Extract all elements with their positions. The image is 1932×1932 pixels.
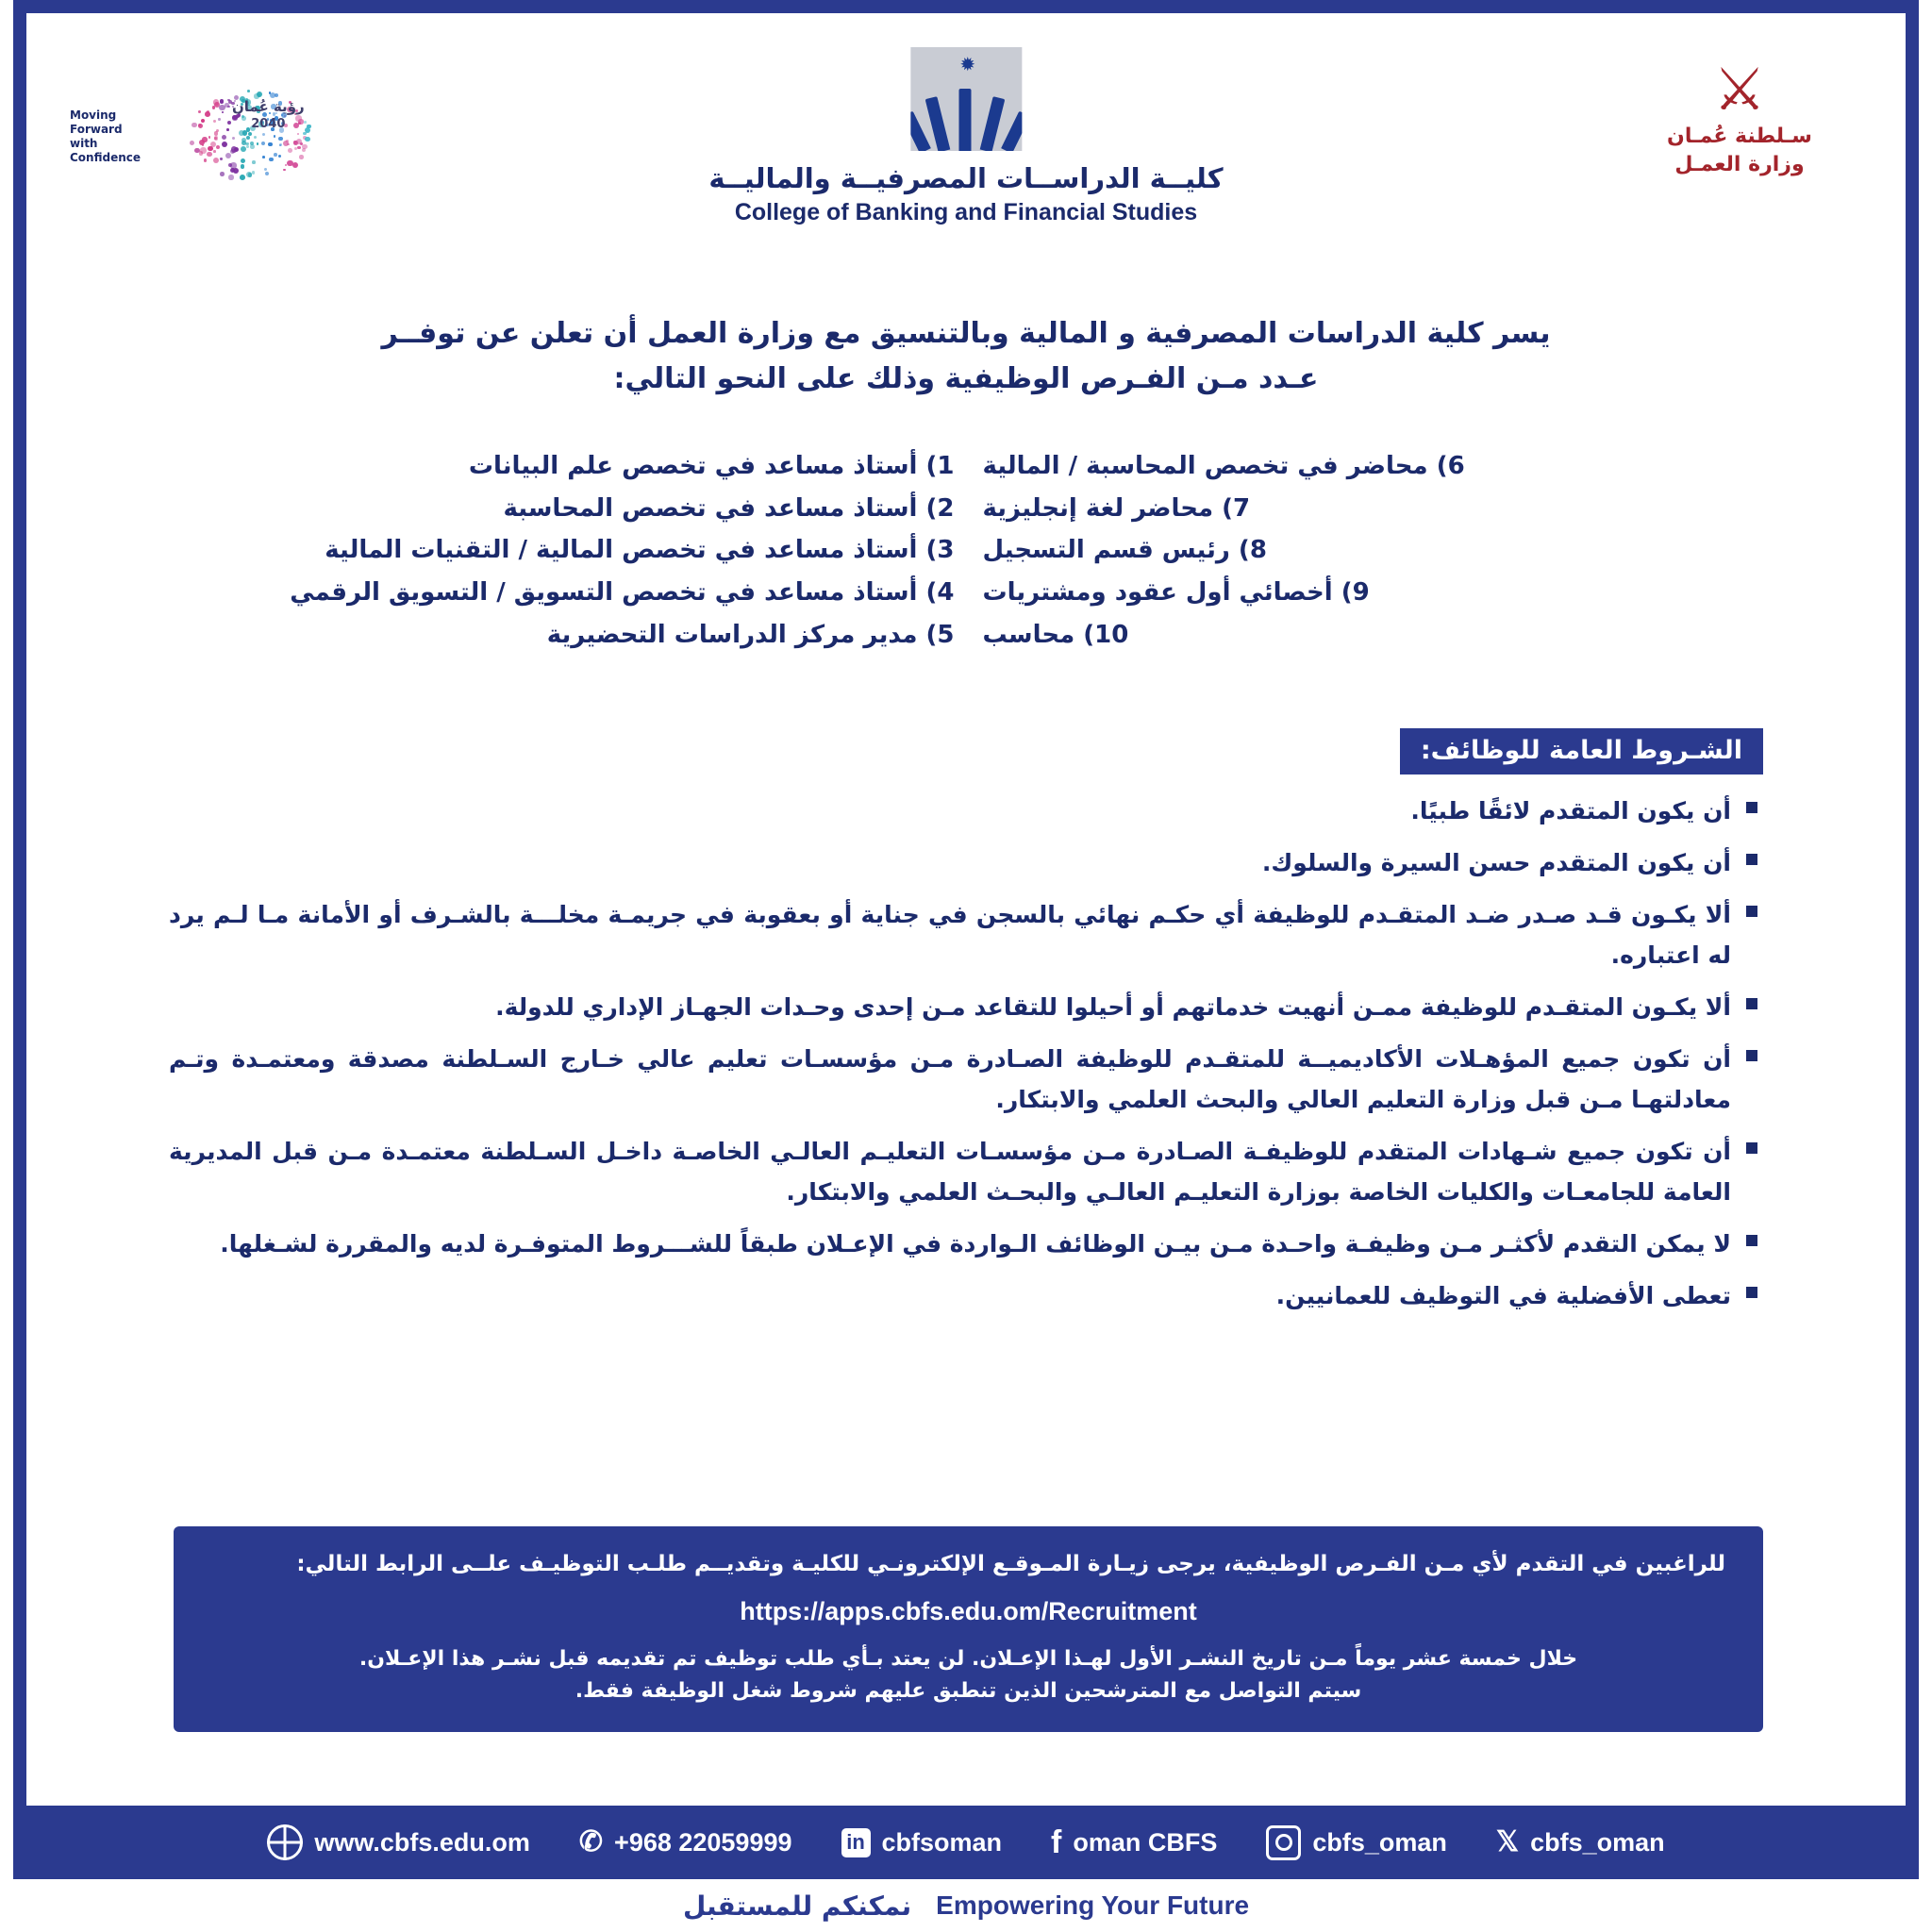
apply-note-line-2: سيتم التواصل مع المترشحين الذين تنطبق عليهم شروط شغل الوظيفة فقط. <box>575 1679 1362 1704</box>
condition-item: أن تكون جميع المؤهـلات الأكاديميــة للمتقـدم للوظيفة الصـادرة مـن مؤسسـات تعليم عالي خـارج السـلطنة مصدقة ومعتمـدة وتـم معادلتهـا مـن قبل وزارة التعليم العالي والبحث العلمي والابتكار. <box>169 1039 1763 1120</box>
social-facebook[interactable] <box>1026 1826 1241 1858</box>
job-list <box>174 445 1763 657</box>
social-handle: cbfs_oman <box>1530 1827 1665 1857</box>
bullet-icon <box>1746 906 1757 917</box>
job-item: 3) أستاذ مساعد في تخصص المالية / التقنيات المالية <box>325 536 955 565</box>
social-instagram[interactable] <box>1241 1825 1472 1860</box>
right-border-bar <box>1906 0 1919 1932</box>
vision-tagline-en: Moving Forward with Confidence <box>70 108 142 164</box>
facebook-icon: f <box>1051 1824 1062 1860</box>
top-border-bar <box>13 0 1919 13</box>
tagline-ar: نمكنكم للمستقبل <box>682 1890 912 1922</box>
poster-header <box>13 38 1919 255</box>
conditions-heading: الشـروط العامة للوظائف: <box>1400 728 1763 774</box>
phone-number: +968 22059999 <box>614 1827 792 1857</box>
intro-paragraph <box>169 311 1763 402</box>
fan-graphic <box>917 77 1015 151</box>
vision-dots-graphic <box>174 75 315 198</box>
bullet-icon <box>1746 1235 1757 1246</box>
job-item: 8) رئيس قسم التسجيل <box>982 536 1267 565</box>
linkedin-icon: in <box>841 1828 871 1857</box>
tagline-en: Empowering Your Future <box>936 1890 1250 1920</box>
bullet-icon <box>1746 998 1757 1009</box>
instagram-icon <box>1266 1825 1301 1860</box>
social-x-twitter[interactable] <box>1472 1828 1690 1857</box>
oman-vision-2040-logo <box>70 66 315 208</box>
job-list-right-column <box>174 445 955 657</box>
condition-item: تعطى الأفضلية في التوظيف للعمانيين. <box>169 1275 1763 1316</box>
job-item: 5) مدير مركز الدراسات التحضيرية <box>546 620 955 649</box>
condition-item: أن تكون جميع شـهادات المتقدم للوظيفـة الصـادرة مـن مؤسسـات التعليـم العالـي الخاصـة داخـل السـلطنة معتمـدة مـن قبل المديرية العامة للجامعـات والكليات الخاصة بوزارة التعليـم العالـي والبحـث العلمي والابتكار. <box>169 1131 1763 1212</box>
social-handle: cbfs_oman <box>1312 1827 1447 1857</box>
intro-line-1: يسر كلية الدراسات المصرفية و المالية وبالتنسيق مع وزارة العمل أن تعلن عن توفــر <box>381 317 1551 350</box>
contact-phone[interactable] <box>555 1828 817 1857</box>
ministry-name: سـلطنة عُمـان وزارة العمـل <box>1667 125 1812 176</box>
job-item: 4) أستاذ مساعد في تخصص التسويق / التسويق الرقمي <box>290 578 955 608</box>
sun-icon: ✹ <box>959 53 975 75</box>
social-linkedin[interactable] <box>817 1828 1027 1857</box>
phone-icon: ✆ <box>578 1826 604 1857</box>
cbfs-logo <box>708 47 1223 226</box>
left-border-bar <box>13 0 26 1932</box>
social-handle: cbfsoman <box>881 1827 1003 1857</box>
job-item: 6) محاضر في تخصص المحاسبة / المالية <box>982 452 1465 480</box>
globe-icon <box>267 1824 303 1860</box>
bullet-icon <box>1746 1287 1757 1298</box>
condition-item: أن يكون المتقدم لائقًا طبيًا. <box>169 791 1763 831</box>
ministry-of-labour-logo <box>1617 55 1862 211</box>
bullet-icon <box>1746 854 1757 865</box>
job-item: 10) محاسب <box>982 620 1129 649</box>
social-handle: oman CBFS <box>1073 1827 1218 1857</box>
condition-item: ألا يكـون قـد صـدر ضـد المتقـدم للوظيفة أي حكـم نهائي بالسجن في جناية أو بعقوبة في جريمـة مخلـــة بالشـرف أو الأمانة مـا لـم يرد له اعتباره. <box>169 894 1763 975</box>
bullet-icon <box>1746 802 1757 813</box>
intro-line-2: عـدد مـن الفـرص الوظيفية وذلك على النحو التالي: <box>613 362 1319 395</box>
apply-note-line-1: خلال خمسة عشر يوماً مـن تاريخ النشـر الأول لهـذا الإعـلان. لن يعتد بـأي طلب توظيف تم تقديمه قبل نشـر هذا الإعـلان. <box>358 1646 1578 1671</box>
tagline-bar <box>13 1879 1919 1932</box>
bullet-icon <box>1746 1050 1757 1061</box>
oman-national-emblem-icon: ⚔ <box>1713 55 1766 124</box>
job-list-left-column <box>983 445 1764 657</box>
apply-instructions: للراغبين في التقدم لأي مـن الفـرص الوظيفية، يرجى زيـارة المـوقـع الإلكترونـي للكليـة وتقديــم طلـب التوظيـف علــى الرابط التالي: <box>296 1552 1725 1576</box>
college-name-ar: كليــة الدراســات المصرفيــة والماليــة <box>708 162 1224 194</box>
bullet-icon <box>1746 1142 1757 1154</box>
apply-info-box <box>174 1526 1763 1732</box>
condition-item: أن يكون المتقدم حسن السيرة والسلوك. <box>169 842 1763 883</box>
footer-bar <box>13 1806 1919 1879</box>
job-item: 1) أستاذ مساعد في تخصص علم البيانات <box>468 452 955 480</box>
condition-item: لا يمكن التقدم لأكثـر مـن وظيفـة واحـدة مـن بيـن الوظائف الـواردة في الإعـلان طبقاً للشـــروط المتوفـرة لديه والمقررة لشـغلها. <box>169 1224 1763 1264</box>
college-name-en: College of Banking and Financial Studies <box>734 199 1198 225</box>
cbfs-emblem-icon <box>910 47 1022 151</box>
x-twitter-icon: 𝕏 <box>1495 1826 1520 1857</box>
recruitment-link[interactable]: https://apps.cbfs.edu.om/Recruitment <box>740 1596 1197 1625</box>
conditions-list <box>169 791 1763 1327</box>
job-item: 2) أستاذ مساعد في تخصص المحاسبة <box>503 493 955 523</box>
vision-tagline-ar: رؤية عُمان 2040 <box>232 98 305 131</box>
job-item: 9) أخصائي أول عقود ومشتريات <box>982 578 1370 608</box>
website-url: www.cbfs.edu.om <box>314 1827 530 1857</box>
condition-item: ألا يكـون المتقـدم للوظيفة ممـن أنهيت خدماتهم أو أحيلوا للتقاعد مـن إحدى وحـدات الجهـاز الإداري للدولة. <box>169 987 1763 1027</box>
job-item: 7) محاضر لغة إنجليزية <box>982 493 1251 523</box>
website-link[interactable] <box>242 1824 555 1860</box>
